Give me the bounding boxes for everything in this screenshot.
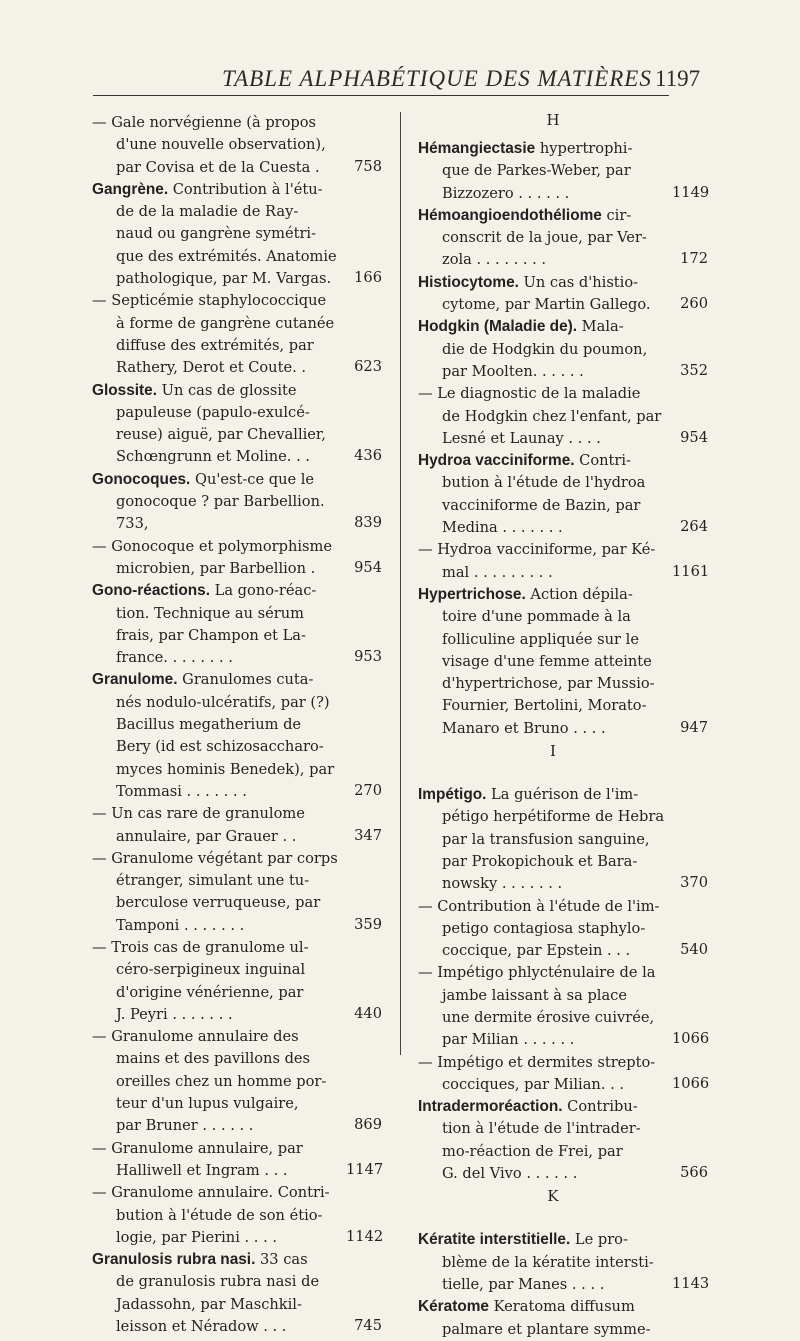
entry-line	[418, 383, 708, 405]
entry-text: bution à l'étude de l'hydroa	[442, 474, 646, 492]
entry-line	[418, 272, 708, 294]
entry-page-number: 1142	[346, 1227, 384, 1245]
entry-line	[418, 985, 708, 1007]
entry-line	[92, 536, 382, 558]
entry-text: Schœngrunn et Moline. . .	[116, 448, 310, 466]
entry-line	[92, 803, 382, 825]
entry-page-number: 172	[680, 250, 708, 268]
entry-line	[418, 294, 708, 316]
entry-text: — Granulome annulaire, par	[92, 1139, 303, 1157]
entry-text: france. . . . . . . .	[116, 649, 233, 667]
entry-line	[92, 1004, 382, 1026]
entry-text: tion à l'étude de l'intrader-	[442, 1120, 641, 1138]
entry-text: pathologique, par M. Vargas.	[116, 270, 332, 288]
entry-headword: Histiocytome.	[418, 273, 519, 291]
index-entry	[418, 138, 708, 205]
entry-page-number: 347	[354, 826, 382, 844]
entry-text: teur d'un lupus vulgaire,	[116, 1095, 299, 1113]
entry-headword: Impétigo.	[418, 786, 487, 804]
entry-line	[418, 1319, 708, 1341]
entry-text: — Un cas rare de granulome	[92, 805, 305, 823]
section-letter: K	[547, 1187, 559, 1206]
entry-line	[92, 313, 382, 335]
index-entry	[92, 669, 382, 803]
entry-line	[418, 695, 708, 717]
entry-line	[418, 495, 708, 517]
entry-line	[418, 651, 708, 673]
entry-line	[92, 937, 382, 959]
entry-text: de granulosis rubra nasi de	[116, 1273, 320, 1291]
entry-text: Jadassohn, par Maschkil-	[116, 1295, 302, 1313]
entry-line	[92, 714, 382, 736]
index-entry	[92, 179, 382, 290]
entry-line	[418, 361, 708, 383]
entry-line	[92, 692, 382, 714]
entry-text: par la transfusion sanguine,	[442, 830, 650, 848]
entry-line	[92, 1205, 382, 1227]
entry-text: oreilles chez un homme por-	[116, 1072, 327, 1090]
index-entry	[92, 937, 382, 1026]
entry-line	[92, 1138, 382, 1160]
entry-line	[418, 1052, 708, 1074]
entry-line	[92, 446, 382, 468]
entry-text: 733,	[116, 515, 149, 533]
entry-text: berculose verruqueuse, par	[116, 894, 321, 912]
entry-text: petigo contagiosa staphylo-	[442, 919, 646, 937]
entry-line	[92, 290, 382, 312]
entry-text: Qu'est-ce que le	[190, 470, 315, 488]
entry-line	[418, 227, 708, 249]
entry-text: toire d'une pommade à la	[442, 608, 631, 626]
entry-line	[418, 183, 708, 205]
entry-line	[418, 450, 708, 472]
entry-text: nowsky . . . . . . .	[442, 875, 563, 893]
entry-text: pétigo herpétiforme de Hebra	[442, 808, 665, 826]
entry-line	[418, 1074, 708, 1096]
entry-line	[92, 268, 382, 290]
entry-page-number: 264	[680, 518, 708, 536]
entry-line	[92, 1227, 382, 1249]
entry-line	[418, 940, 708, 962]
entry-text: par Moolten. . . . . .	[442, 362, 584, 380]
index-entry	[418, 962, 708, 1051]
index-entry	[92, 580, 382, 669]
entry-line	[92, 647, 382, 669]
entry-text: Fournier, Bertolini, Morato-	[442, 697, 647, 715]
entry-line	[92, 870, 382, 892]
entry-text: tielle, par Manes . . . .	[442, 1275, 605, 1293]
entry-line	[92, 848, 382, 870]
index-entry	[418, 272, 708, 317]
index-entry	[418, 584, 708, 740]
entry-line	[418, 806, 708, 828]
entry-line	[418, 784, 708, 806]
entry-line	[92, 491, 382, 513]
entry-line	[92, 1026, 382, 1048]
entry-text: — Contribution à l'étude de l'im-	[418, 897, 660, 915]
entry-text: annulaire, par Grauer . .	[116, 827, 297, 845]
index-entry	[418, 539, 708, 584]
entry-page-number: 1149	[672, 183, 710, 201]
entry-text: — Granulome annulaire des	[92, 1028, 299, 1046]
entry-text: palmare et plantare symme-	[442, 1320, 651, 1338]
entry-text: Contribu-	[562, 1098, 638, 1116]
entry-headword: Kératite interstitielle.	[418, 1231, 571, 1249]
entry-line	[92, 625, 382, 647]
entry-line	[92, 424, 382, 446]
entry-text: Tommasi . . . . . . .	[116, 782, 247, 800]
index-entry	[92, 1182, 382, 1249]
column-divider	[400, 112, 401, 1055]
entry-text: Action dépila-	[525, 585, 633, 603]
entry-text: Un cas d'histio-	[518, 273, 639, 291]
entry-text: microbien, par Barbellion .	[116, 559, 316, 577]
entry-page-number: 270	[354, 781, 382, 799]
index-entry	[418, 316, 708, 383]
entry-page-number: 352	[680, 361, 708, 379]
entry-text: visage d'une femme atteinte	[442, 652, 652, 670]
entry-text: — Impétigo et dermites strepto-	[418, 1053, 656, 1071]
entry-text: — Gonocoque et polymorphisme	[92, 537, 332, 555]
entry-line	[418, 1252, 708, 1274]
entry-line	[418, 316, 708, 338]
entry-line	[92, 603, 382, 625]
index-entry	[418, 896, 708, 963]
entry-text: — Granulome annulaire. Contri-	[92, 1184, 330, 1202]
index-entry	[418, 450, 708, 539]
entry-text: que de Parkes-Weber, par	[442, 162, 631, 180]
entry-text: mal . . . . . . . . .	[442, 563, 553, 581]
entry-line	[92, 1115, 382, 1137]
entry-text: Contribution à l'étu-	[168, 180, 323, 198]
entry-line	[418, 873, 708, 895]
entry-line	[418, 918, 708, 940]
entry-text: bution à l'étude de son étio-	[116, 1206, 323, 1224]
section-letter: I	[550, 742, 556, 761]
entry-text: cytome, par Martin Gallego.	[442, 296, 651, 314]
entry-text: zola . . . . . . . .	[442, 251, 547, 269]
entry-line	[92, 982, 382, 1004]
entry-line	[92, 201, 382, 223]
entry-line	[418, 1029, 708, 1051]
left-column	[92, 112, 382, 1338]
entry-headword: Gangrène.	[92, 180, 169, 198]
entry-line	[418, 539, 708, 561]
entry-page-number: 953	[354, 648, 382, 666]
entry-page-number: 947	[680, 718, 708, 736]
entry-text: céro-serpigineux inguinal	[116, 961, 306, 979]
entry-text: Lesné et Launay . . . .	[442, 429, 601, 447]
index-entry	[92, 848, 382, 937]
entry-text: Medina . . . . . . .	[442, 519, 563, 537]
header-rule	[93, 95, 669, 96]
entry-line	[92, 112, 382, 134]
entry-line	[92, 179, 382, 201]
entry-line	[418, 962, 708, 984]
index-entry	[418, 205, 708, 272]
index-entry	[418, 1052, 708, 1097]
entry-headword: Gonocoques.	[92, 470, 191, 488]
index-entry	[92, 536, 382, 581]
entry-text: La gono-réac-	[210, 582, 317, 600]
section-letter: H	[546, 111, 560, 129]
entry-text: Granulomes cuta-	[177, 671, 314, 689]
entry-page-number: 1143	[672, 1274, 710, 1292]
entry-text: conscrit de la joue, par Ver-	[442, 229, 647, 247]
entry-page-number: 370	[680, 874, 708, 892]
entry-text: étranger, simulant une tu-	[116, 872, 310, 890]
entry-page-number: 954	[354, 558, 382, 576]
entry-text: une dermite érosive cuivrée,	[442, 1008, 655, 1026]
entry-line	[418, 562, 708, 584]
entry-text: mo-réaction de Frei, par	[442, 1142, 623, 1160]
entry-line	[92, 580, 382, 602]
entry-line	[92, 357, 382, 379]
entry-line	[92, 335, 382, 357]
entry-page-number: 1066	[672, 1074, 710, 1092]
entry-page-number: 1066	[672, 1030, 710, 1048]
entry-line	[92, 1249, 382, 1271]
entry-line	[418, 851, 708, 873]
entry-page-number: 954	[680, 428, 708, 446]
entry-text: par Prokopichouk et Bara-	[442, 852, 638, 870]
entry-text: nés nodulo-ulcératifs, par (?)	[116, 693, 330, 711]
entry-text: que des extrémités. Anatomie	[116, 247, 337, 265]
entry-text: blème de la kératite intersti-	[442, 1253, 654, 1271]
entry-line	[418, 339, 708, 361]
entry-line	[92, 781, 382, 803]
entry-line	[92, 1271, 382, 1293]
entry-line	[418, 138, 708, 160]
index-entry	[418, 1096, 708, 1185]
entry-headword: Hémoangioendothéliome	[418, 206, 602, 224]
entry-line	[418, 584, 708, 606]
entry-text: cocciques, par Milian. . .	[442, 1075, 625, 1093]
entry-line	[92, 1093, 382, 1115]
entry-line	[92, 1048, 382, 1070]
index-entry	[92, 803, 382, 848]
index-entry	[418, 383, 708, 450]
entry-line	[418, 1007, 708, 1029]
entry-line	[92, 959, 382, 981]
entry-headword: Hémangiectasie	[418, 140, 536, 157]
entry-text: papuleuse (papulo-exulcé-	[116, 403, 310, 421]
index-entry	[418, 784, 708, 895]
entry-line	[418, 406, 708, 428]
entry-text: tion. Technique au sérum	[116, 604, 304, 622]
entry-line	[418, 718, 708, 740]
index-entry	[92, 1138, 382, 1183]
entry-line	[92, 915, 382, 937]
entry-line	[418, 606, 708, 628]
entry-line	[92, 669, 382, 691]
entry-line	[92, 1316, 382, 1338]
entry-text: Le pro-	[570, 1231, 628, 1249]
entry-page-number: 540	[680, 941, 708, 959]
entry-text: Bery (id est schizosaccharo-	[116, 738, 324, 756]
entry-line	[418, 1296, 708, 1318]
entry-page-number: 839	[354, 514, 382, 532]
entry-line	[418, 205, 708, 227]
entry-text: Keratoma diffusum	[489, 1298, 635, 1316]
entry-text: 33 cas	[255, 1251, 308, 1269]
entry-page-number: 745	[354, 1317, 382, 1335]
entry-text: de Hodgkin chez l'enfant, par	[442, 407, 662, 425]
entry-text: Manaro et Bruno . . . .	[442, 719, 606, 737]
entry-text: coccique, par Epstein . . .	[442, 942, 631, 960]
entry-text: d'une nouvelle observation),	[116, 136, 326, 154]
entry-headword: Hydroa vacciniforme.	[418, 452, 575, 470]
entry-line	[418, 1141, 708, 1163]
page-number: 1197	[655, 66, 701, 91]
entry-page-number: 1161	[672, 562, 710, 580]
entry-line	[92, 380, 382, 402]
index-entry	[418, 1229, 708, 1296]
entry-line	[92, 558, 382, 580]
entry-line	[418, 1229, 708, 1251]
entry-text: die de Hodgkin du poumon,	[442, 340, 648, 358]
entry-line	[92, 826, 382, 848]
entry-line	[418, 1096, 708, 1118]
entry-text: folliculine appliquée sur le	[442, 630, 639, 648]
entry-page-number: 166	[354, 269, 382, 287]
entry-line	[92, 736, 382, 758]
entry-line	[92, 469, 382, 491]
entry-text: Rathery, Derot et Coute. .	[116, 359, 306, 377]
entry-text: — Le diagnostic de la maladie	[418, 385, 641, 403]
entry-page-number: 623	[354, 358, 382, 376]
entry-line	[418, 472, 708, 494]
entry-text: G. del Vivo . . . . . .	[442, 1165, 578, 1183]
entry-text: d'hypertrichose, par Mussio-	[442, 675, 655, 693]
entry-page-number: 440	[354, 1004, 382, 1022]
index-entry	[418, 1296, 708, 1341]
entry-text: Bacillus megatherium de	[116, 716, 302, 734]
entry-text: logie, par Pierini . . . .	[116, 1228, 277, 1246]
entry-page-number: 359	[354, 915, 382, 933]
entry-line	[418, 673, 708, 695]
entry-text: de de la maladie de Ray-	[116, 203, 299, 221]
entry-line	[92, 402, 382, 424]
page-title: TABLE ALPHABÉTIQUE DES MATIÈRES	[222, 66, 652, 91]
entry-text: frais, par Champon et La-	[116, 626, 306, 644]
entry-line	[418, 160, 708, 182]
entry-line	[92, 1294, 382, 1316]
entry-headword: Granulome.	[92, 671, 178, 689]
entry-text: La guérison de l'im-	[486, 786, 639, 804]
index-entry	[92, 380, 382, 469]
entry-text: Tamponi . . . . . . .	[116, 916, 245, 934]
entry-text: jambe laissant à sa place	[442, 986, 627, 1004]
entry-text: naud ou gangrène symétri-	[116, 225, 317, 243]
entry-text: Bizzozero . . . . . .	[442, 184, 570, 202]
entry-line	[92, 1160, 382, 1182]
entry-text: gonocoque ? par Barbellion.	[116, 493, 325, 511]
entry-text: Un cas de glossite	[157, 381, 297, 399]
entry-headword: Hypertrichose.	[418, 585, 526, 603]
entry-text: diffuse des extrémités, par	[116, 336, 314, 354]
entry-headword: Glossite.	[92, 381, 158, 399]
entry-page-number: 869	[354, 1116, 382, 1134]
entry-line	[92, 1182, 382, 1204]
entry-line	[92, 246, 382, 268]
index-entry	[92, 290, 382, 379]
entry-line	[418, 1118, 708, 1140]
entry-text: Halliwell et Ingram . . .	[116, 1161, 288, 1179]
entry-line	[92, 513, 382, 535]
entry-headword: Kératome	[418, 1298, 489, 1316]
entry-text: leisson et Néradow . . .	[116, 1318, 287, 1336]
entry-text: — Hydroa vacciniforme, par Ké-	[418, 541, 656, 559]
entry-text: d'origine vénérienne, par	[116, 983, 304, 1001]
entry-line	[92, 157, 382, 179]
entry-text: cir-	[601, 206, 632, 224]
entry-text: myces hominis Benedek), par	[116, 760, 335, 778]
entry-text: hypertrophi-	[535, 140, 633, 157]
entry-text: reuse) aiguë, par Chevallier,	[116, 426, 326, 444]
entry-text: vacciniforme de Bazin, par	[442, 496, 641, 514]
entry-line	[418, 896, 708, 918]
entry-text: — Granulome végétant par corps	[92, 849, 338, 867]
entry-text: Mala-	[577, 318, 624, 336]
entry-line	[418, 1163, 708, 1185]
entry-headword: Hodgkin (Maladie de).	[418, 318, 578, 336]
right-column	[418, 112, 708, 1341]
index-entry	[92, 112, 382, 179]
entry-page-number: 566	[680, 1164, 708, 1182]
entry-headword: Intradermoréaction.	[418, 1098, 563, 1116]
entry-text: mains et des pavillons des	[116, 1050, 311, 1068]
entry-page-number: 436	[354, 447, 382, 465]
entry-text: — Gale norvégienne (à propos	[92, 114, 317, 131]
entry-headword: Gono-réactions.	[92, 582, 211, 600]
entry-headword: Granulosis rubra nasi.	[92, 1251, 256, 1269]
entry-text: J. Peyri . . . . . . .	[116, 1005, 233, 1023]
entry-line	[418, 517, 708, 539]
entry-line	[418, 1274, 708, 1296]
entry-line	[418, 829, 708, 851]
entry-text: — Septicémie staphylococcique	[92, 292, 327, 310]
entry-text: — Trois cas de granulome ul-	[92, 938, 309, 956]
index-entry	[92, 1026, 382, 1137]
entry-line	[92, 759, 382, 781]
entry-page-number: 1147	[346, 1160, 384, 1178]
entry-text: à forme de gangrène cutanée	[116, 314, 335, 332]
entry-page-number: 260	[680, 295, 708, 313]
entry-line	[92, 1071, 382, 1093]
entry-line	[418, 249, 708, 271]
index-entry	[92, 1249, 382, 1338]
entry-line	[92, 223, 382, 245]
entry-line	[92, 892, 382, 914]
page-header	[0, 58, 800, 98]
entry-text: Contri-	[574, 452, 631, 470]
entry-line	[418, 428, 708, 450]
entry-text: — Impétigo phlycténulaire de la	[418, 964, 656, 982]
entry-line	[92, 134, 382, 156]
entry-text: par Covisa et de la Cuesta .	[116, 158, 320, 176]
index-entry	[92, 469, 382, 536]
entry-text: par Bruner . . . . . .	[116, 1117, 254, 1135]
entry-line	[418, 629, 708, 651]
entry-page-number: 758	[354, 157, 382, 175]
entry-text: par Milian . . . . . .	[442, 1031, 575, 1049]
